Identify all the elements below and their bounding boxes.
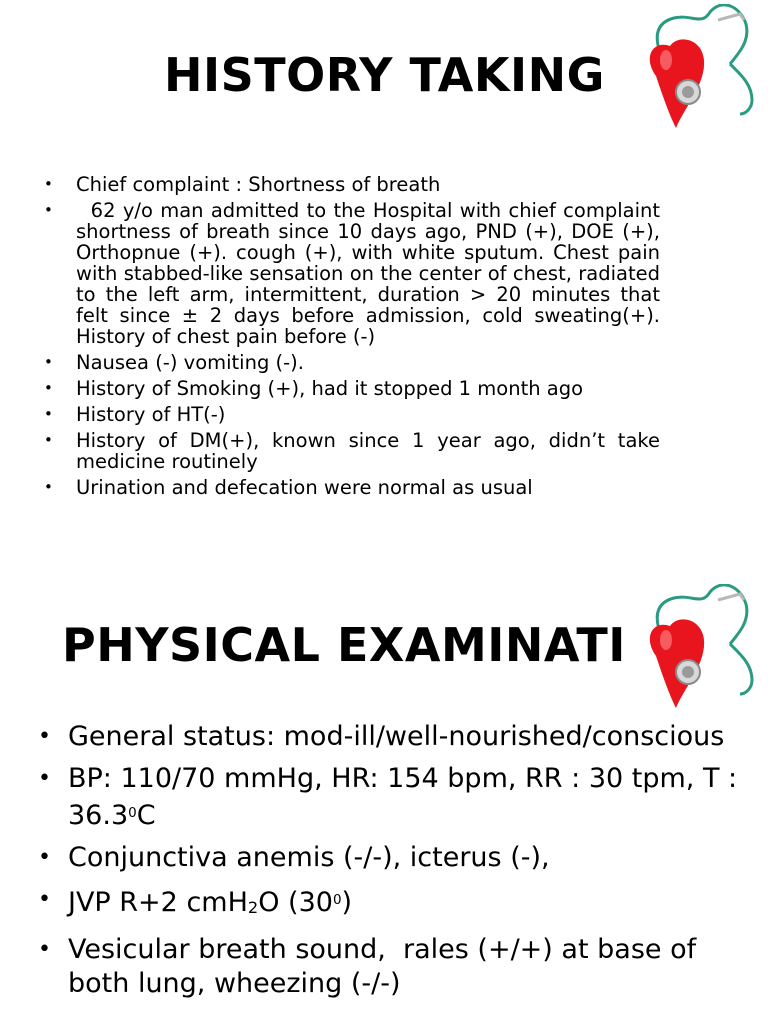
subscript: 2: [247, 897, 259, 917]
list-item: • History of Smoking (+), had it stopped 1 month ago: [40, 378, 660, 399]
list-item: • History of DM(+), known since 1 year ago, didn’t take medicine routinely: [40, 430, 660, 472]
list-item: • 62 y/o man admitted to the Hospital with chief complaint shortness of breath since 10 days ago, PND (+), DOE (+), Orthopnue (+). cough (+), with white sputum. Chest pain with stabbed-like sensation on the center of chest, radiated to the left arm, intermittent, duration > 20 minutes that felt since ± 2 days before admission, cold sweating(+). History of chest pain before (-): [40, 200, 660, 347]
heart-stethoscope-icon: [622, 584, 768, 714]
jvp-text: JVP R+2 cmH: [68, 886, 248, 918]
degree-superscript: 0: [128, 805, 137, 821]
slide-title: HISTORY TAKING: [164, 48, 605, 102]
list-item: • Nausea (-) vomiting (-).: [40, 352, 660, 373]
jvp-text: O (30: [258, 886, 333, 918]
degree-superscript: 0: [332, 891, 342, 908]
list-item: • Chief complaint : Shortness of breath: [40, 174, 660, 195]
list-item: • History of HT(-): [40, 404, 660, 425]
list-item: • Urination and defecation were normal as usual: [40, 477, 660, 498]
slide-physical-examination: [0, 576, 768, 1024]
slide-title: PHYSICAL EXAMINATI: [62, 618, 626, 672]
list-item: [38, 883, 738, 925]
temperature-unit: C: [136, 799, 156, 831]
list-item: [38, 762, 738, 833]
list-item: • General status: mod-ill/well-nourished/conscious: [38, 720, 738, 754]
vitals-text: BP: 110/70 mmHg, HR: 154 bpm, RR : 30 tpm, T : 36.3: [68, 763, 738, 831]
exam-bullet-list: [38, 720, 738, 1009]
list-item: • Vesicular breath sound, rales (+/+) at base of both lung, wheezing (-/-): [38, 933, 738, 1001]
jvp-text: ): [341, 886, 353, 918]
list-item: • Conjunctiva anemis (-/-), icterus (-),: [38, 841, 738, 875]
heart-stethoscope-icon: [622, 4, 768, 134]
history-bullet-list: [40, 174, 660, 503]
